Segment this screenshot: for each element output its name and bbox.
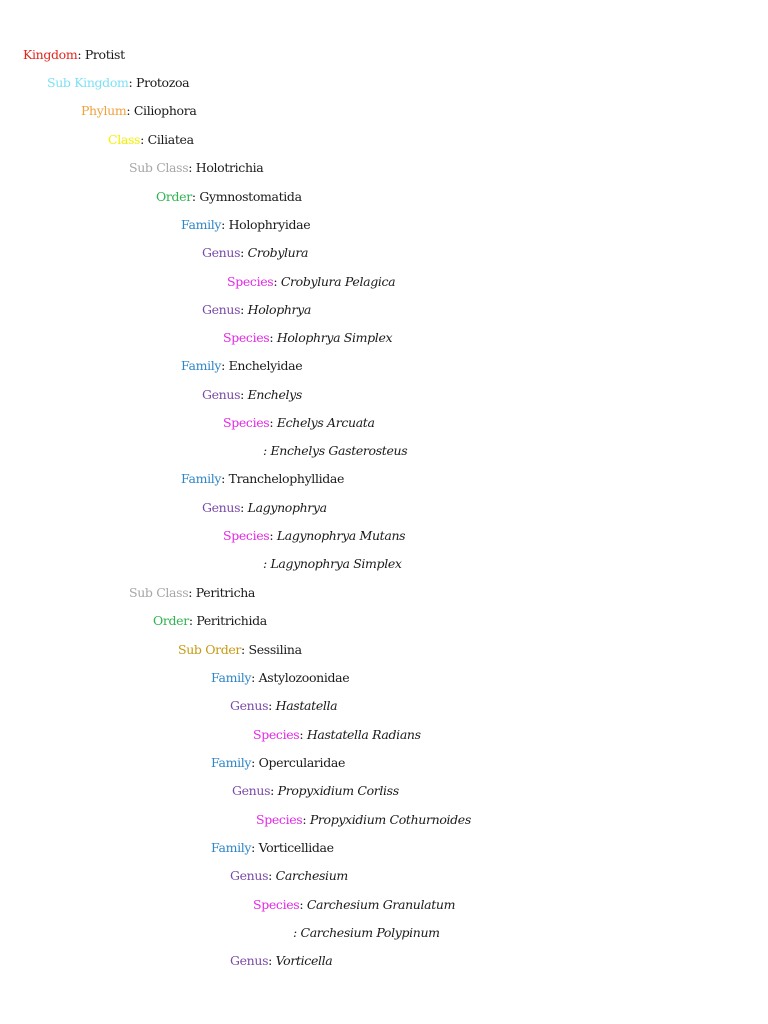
taxon-line xyxy=(202,386,302,404)
separator: : xyxy=(251,670,259,685)
separator: : xyxy=(269,415,277,430)
taxon-name: Hastatella Radians xyxy=(306,727,421,742)
rank-label: Order xyxy=(156,189,192,204)
separator: : xyxy=(251,755,259,770)
taxon-line xyxy=(211,839,334,857)
separator: : xyxy=(299,727,307,742)
taxon-line xyxy=(227,273,395,291)
separator: : xyxy=(188,613,197,628)
taxon-line xyxy=(253,726,421,744)
separator: : xyxy=(77,47,85,62)
taxon-line xyxy=(253,896,455,914)
taxon-name: Carchesium Granulatum xyxy=(306,897,456,912)
taxon-name: Propyxidium Corliss xyxy=(277,783,399,798)
separator: : xyxy=(126,103,134,118)
separator: : xyxy=(221,358,229,373)
rank-label: Genus xyxy=(202,500,241,515)
rank-label: Sub Class xyxy=(129,160,189,175)
taxon-line xyxy=(223,329,392,347)
separator: : xyxy=(240,245,248,260)
taxon-name: : Carchesium Polypinum xyxy=(293,925,440,940)
rank-label: Order xyxy=(153,613,189,628)
separator: : xyxy=(140,132,148,147)
taxon-line xyxy=(202,244,308,262)
rank-label: Family xyxy=(181,358,222,373)
taxon-line xyxy=(223,527,405,545)
separator: : xyxy=(240,500,248,515)
rank-label: Species xyxy=(253,897,300,912)
separator: : xyxy=(299,897,307,912)
taxon-line xyxy=(181,216,310,234)
taxon-name: Astylozoonidae xyxy=(258,670,350,685)
taxon-name: Holotrichia xyxy=(195,160,264,175)
rank-label: Species xyxy=(256,812,303,827)
taxon-line xyxy=(178,641,302,659)
rank-label: Family xyxy=(211,840,252,855)
taxon-name: Crobylura xyxy=(247,245,309,260)
rank-label: Family xyxy=(211,755,252,770)
taxon-name: Vorticella xyxy=(275,953,333,968)
taxon-name: Vorticellidae xyxy=(258,840,334,855)
taxon-name: Lagynophrya Mutans xyxy=(276,528,406,543)
rank-label: Genus xyxy=(230,953,269,968)
taxon-name: Enchelyidae xyxy=(228,358,303,373)
taxon-name: Lagynophrya xyxy=(247,500,327,515)
separator: : xyxy=(221,471,229,486)
taxon-name: Echelys Arcuata xyxy=(276,415,375,430)
separator: : xyxy=(240,302,248,317)
taxon-line xyxy=(129,159,263,177)
rank-label: Species xyxy=(223,415,270,430)
taxon-name: Sessilina xyxy=(248,642,302,657)
separator: : xyxy=(268,698,276,713)
taxon-name: : Lagynophrya Simplex xyxy=(263,556,402,571)
taxon-line xyxy=(202,301,311,319)
taxon-name: Protist xyxy=(84,47,125,62)
taxon-line xyxy=(181,470,344,488)
taxon-name: Hastatella xyxy=(275,698,338,713)
taxon-name: Crobylura Pelagica xyxy=(280,274,396,289)
taxon-name: Carchesium xyxy=(275,868,348,883)
taxon-line xyxy=(81,102,196,120)
rank-label: Kingdom xyxy=(23,47,78,62)
taxon-line xyxy=(181,357,302,375)
rank-label: Genus xyxy=(202,245,241,260)
taxon-line xyxy=(223,414,375,432)
separator: : xyxy=(251,840,259,855)
taxon-line xyxy=(230,952,332,970)
rank-label: Species xyxy=(253,727,300,742)
taxon-line xyxy=(153,612,267,630)
separator: : xyxy=(191,189,200,204)
taxon-name: Tranchelophyllidae xyxy=(228,471,345,486)
taxon-name: Peritrichida xyxy=(196,613,267,628)
taxon-name: Holophrya Simplex xyxy=(276,330,393,345)
rank-label: Phylum xyxy=(81,103,127,118)
taxon-line xyxy=(211,754,345,772)
rank-label: Family xyxy=(181,471,222,486)
separator: : xyxy=(188,160,196,175)
taxon-name: Peritricha xyxy=(195,585,256,600)
rank-label: Family xyxy=(181,217,222,232)
taxon-line xyxy=(202,499,327,517)
taxon-name: Gymnostomatida xyxy=(199,189,302,204)
taxon-name: Holophrya xyxy=(247,302,311,317)
rank-label: Species xyxy=(227,274,274,289)
rank-label: Sub Kingdom xyxy=(47,75,129,90)
taxon-name: Ciliophora xyxy=(133,103,197,118)
rank-label: Sub Order xyxy=(178,642,242,657)
separator: : xyxy=(269,528,277,543)
rank-label: Genus xyxy=(232,783,271,798)
rank-label: Species xyxy=(223,330,270,345)
separator: : xyxy=(273,274,281,289)
taxon-line xyxy=(156,188,302,206)
rank-label: Sub Class xyxy=(129,585,189,600)
rank-label: Genus xyxy=(202,302,241,317)
separator: : xyxy=(188,585,196,600)
taxon-name: Opercularidae xyxy=(258,755,345,770)
separator: : xyxy=(268,953,276,968)
taxon-line xyxy=(232,782,399,800)
taxon-line xyxy=(263,555,402,573)
separator: : xyxy=(128,75,137,90)
taxon-line xyxy=(293,924,440,942)
rank-label: Class xyxy=(108,132,141,147)
taxon-name: Propyxidium Cothurnoides xyxy=(309,812,471,827)
rank-label: Species xyxy=(223,528,270,543)
taxon-line xyxy=(263,442,407,460)
separator: : xyxy=(270,783,278,798)
rank-label: Genus xyxy=(202,387,241,402)
separator: : xyxy=(269,330,277,345)
taxon-name: : Enchelys Gasterosteus xyxy=(263,443,408,458)
rank-label: Family xyxy=(211,670,252,685)
taxon-line xyxy=(230,867,348,885)
taxon-name: Holophryidae xyxy=(228,217,311,232)
separator: : xyxy=(241,642,249,657)
taxon-line xyxy=(108,131,194,149)
separator: : xyxy=(240,387,248,402)
taxon-line xyxy=(129,584,255,602)
rank-label: Genus xyxy=(230,698,269,713)
separator: : xyxy=(268,868,276,883)
separator: : xyxy=(221,217,229,232)
taxon-name: Enchelys xyxy=(247,387,302,402)
separator: : xyxy=(302,812,310,827)
taxon-line xyxy=(211,669,349,687)
taxon-line xyxy=(23,46,125,64)
rank-label: Genus xyxy=(230,868,269,883)
taxon-name: Ciliatea xyxy=(147,132,194,147)
taxon-line xyxy=(230,697,337,715)
taxon-line xyxy=(256,811,471,829)
taxon-line xyxy=(47,74,189,92)
taxon-name: Protozoa xyxy=(136,75,190,90)
